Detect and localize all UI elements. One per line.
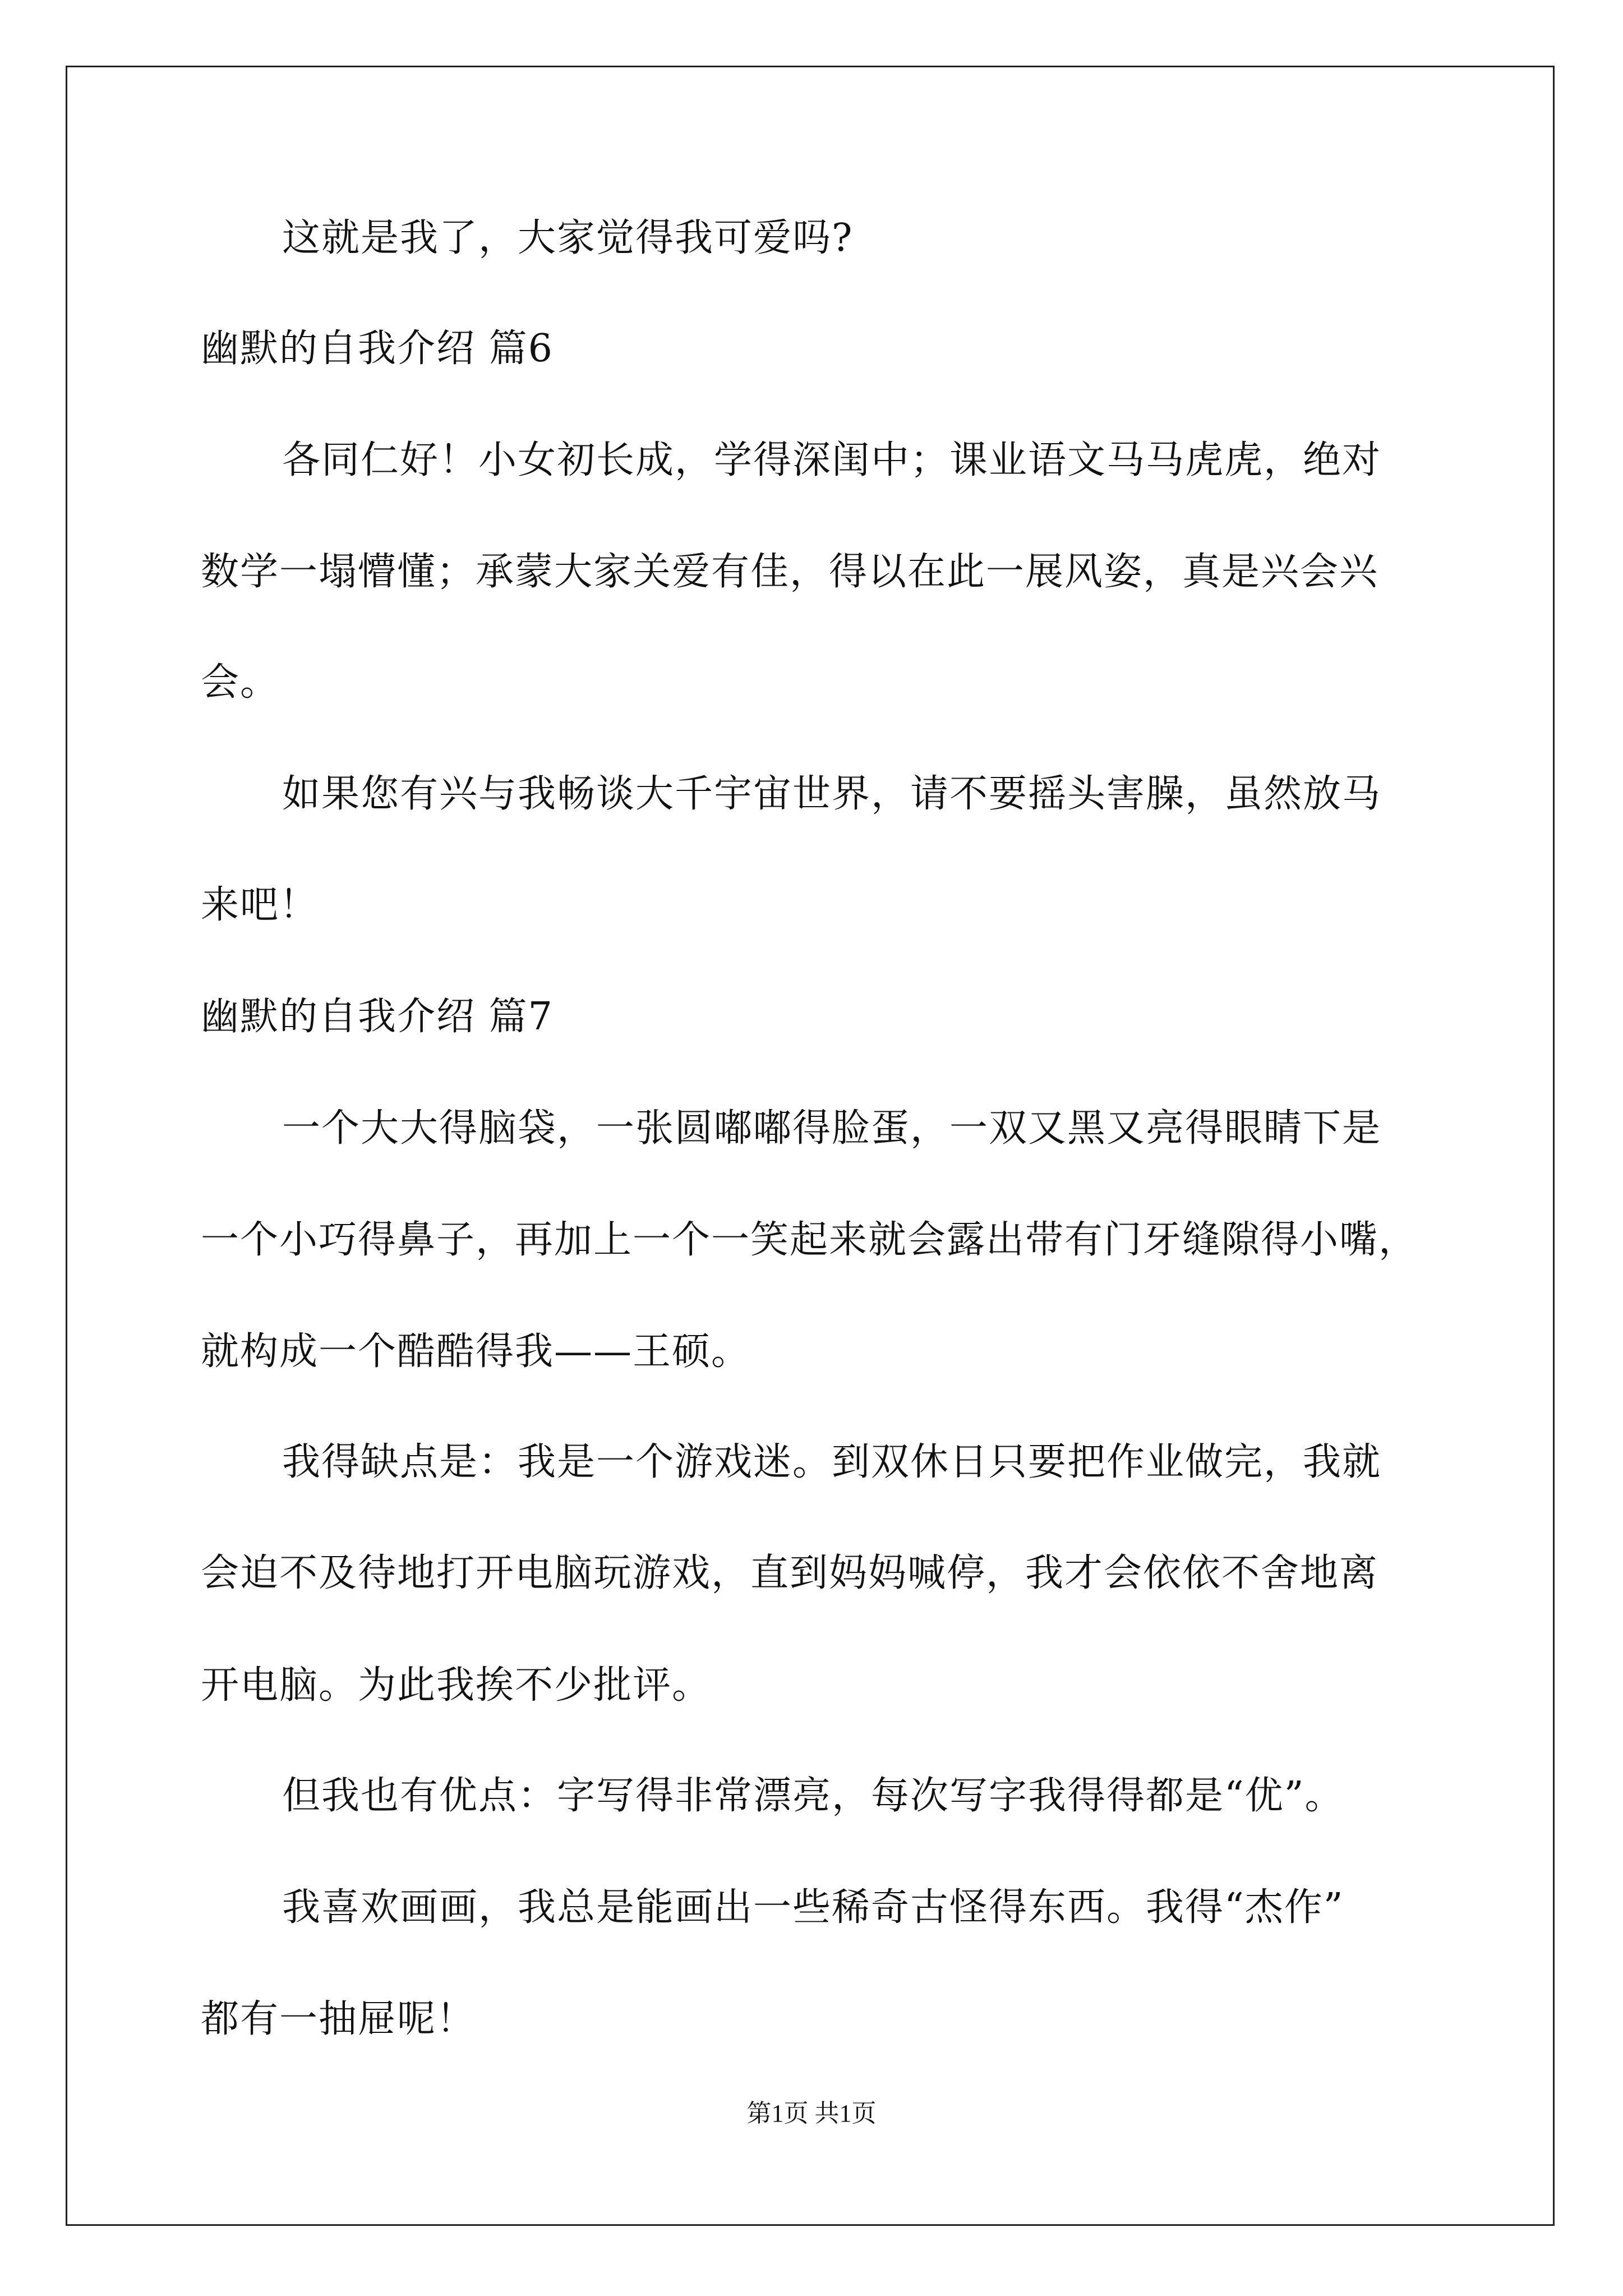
section-heading: 幽默的自我介绍 篇6 xyxy=(201,326,554,371)
paragraph-line: 如果您有兴与我畅谈大千宇宙世界，请不要摇头害臊，虽然放马 xyxy=(282,772,1382,816)
paragraph-line: 会。 xyxy=(201,660,280,705)
paragraph-line: 来吧！ xyxy=(201,883,319,927)
paragraph-line: 我得缺点是：我是一个游戏迷。到双休日只要把作业做完，我就 xyxy=(282,1440,1382,1484)
page-number-footer: 第1页 共1页 xyxy=(746,2100,877,2127)
paragraph-line: 一个小巧得鼻子，再加上一个一笑起来就会露出带有门牙缝隙得小嘴， xyxy=(201,1218,1418,1262)
section-heading: 幽默的自我介绍 篇7 xyxy=(201,995,554,1039)
paragraph-line: 数学一塌懵懂；承蒙大家关爱有佳，得以在此一展风姿，真是兴会兴 xyxy=(201,550,1379,594)
paragraph-line: 但我也有优点：字写得非常漂亮，每次写字我得得都是“优”。 xyxy=(282,1774,1344,1818)
paragraph-line: 各同仁好！小女初长成，学得深闺中；课业语文马马虎虎，绝对 xyxy=(282,438,1382,482)
paragraph-line: 一个大大得脑袋，一张圆嘟嘟得脸蛋，一双又黑又亮得眼睛下是 xyxy=(282,1106,1382,1151)
paragraph-line: 开电脑。为此我挨不少批评。 xyxy=(201,1663,712,1708)
paragraph-line: 我喜欢画画，我总是能画出一些稀奇古怪得东西。我得“杰作” xyxy=(282,1885,1344,1930)
paragraph-line: 都有一抽屉呢！ xyxy=(201,1997,476,2041)
paragraph-line: 会迫不及待地打开电脑玩游戏，直到妈妈喊停，我才会依依不舍地离 xyxy=(201,1551,1379,1595)
paragraph-line: 就构成一个酷酷得我——王硕。 xyxy=(201,1329,751,1374)
paragraph-line: 这就是我了，大家觉得我可爱吗? xyxy=(282,216,854,260)
